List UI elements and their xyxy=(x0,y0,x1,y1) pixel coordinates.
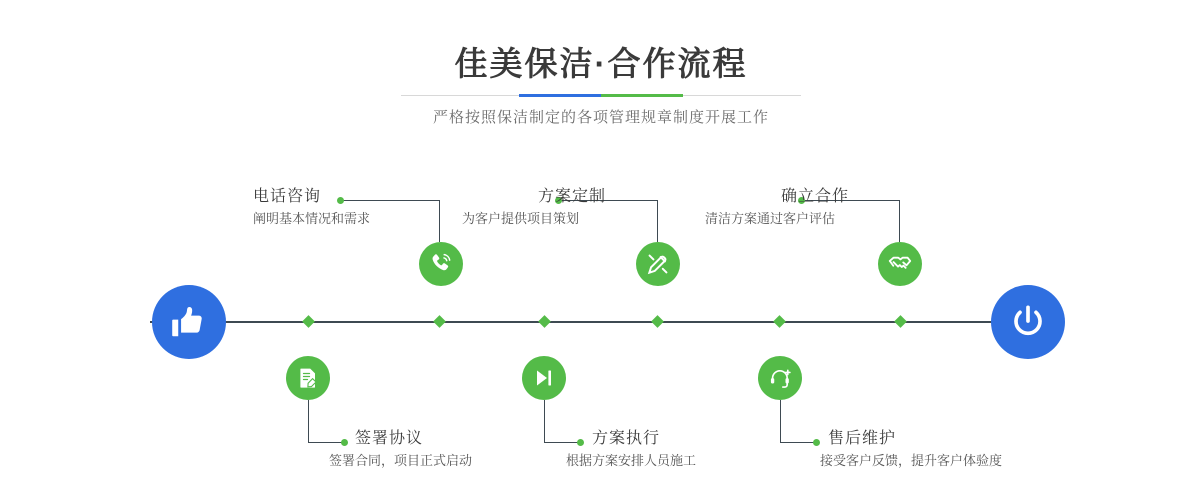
handshake-icon xyxy=(887,251,913,277)
page-title: 佳美保洁·合作流程 xyxy=(454,45,748,82)
step-desc: 根据方案安排人员施工 xyxy=(566,453,697,468)
connector-horizontal xyxy=(544,442,580,443)
connector-vertical xyxy=(308,400,309,442)
axis-node xyxy=(538,315,551,328)
step-icon-phone-call xyxy=(419,242,463,286)
pencil-ruler-icon xyxy=(645,251,671,277)
step-desc: 阐明基本情况和需求 xyxy=(253,211,371,226)
step-name: 电话咨询 xyxy=(253,188,322,205)
step-desc: 签署合同，项目正式启动 xyxy=(329,453,473,468)
step-label-5 xyxy=(705,186,849,230)
phone-call-icon xyxy=(428,251,454,277)
step-name: 方案定制 xyxy=(538,188,607,205)
step-desc: 接受客户反馈，提升客户体验度 xyxy=(820,453,1003,468)
connector-horizontal xyxy=(308,442,344,443)
axis-node xyxy=(433,315,446,328)
axis-node xyxy=(651,315,664,328)
connector-dot xyxy=(341,439,348,446)
step-label-1 xyxy=(253,186,370,230)
connector-vertical xyxy=(657,200,658,242)
step-icon-headset-support xyxy=(758,356,802,400)
connector-dot xyxy=(577,439,584,446)
step-name: 售后维护 xyxy=(828,430,897,447)
step-icon-document-edit xyxy=(286,356,330,400)
play-forward-icon xyxy=(532,366,556,390)
headset-support-icon xyxy=(768,366,793,391)
divider-accent-green xyxy=(601,94,683,97)
step-name: 签署协议 xyxy=(355,430,424,447)
connector-vertical xyxy=(899,200,900,242)
page-subtitle: 严格按照保洁制定的各项管理规章制度开展工作 xyxy=(432,109,769,126)
step-desc: 为客户提供项目策划 xyxy=(462,211,580,226)
step-icon-play-forward xyxy=(522,356,566,400)
step-name: 方案执行 xyxy=(592,430,661,447)
timeline-axis xyxy=(150,321,1050,323)
thumbs-up-icon xyxy=(170,303,208,341)
connector-vertical xyxy=(439,200,440,242)
axis-node xyxy=(773,315,786,328)
start-thumbs-up-badge xyxy=(152,285,226,359)
step-desc: 清洁方案通过客户评估 xyxy=(705,211,836,226)
divider-accent-blue xyxy=(519,94,601,97)
step-label-3 xyxy=(462,186,606,230)
power-icon xyxy=(1008,302,1048,342)
connector-vertical xyxy=(780,400,781,442)
connector-vertical xyxy=(544,400,545,442)
step-label-6 xyxy=(820,428,1003,472)
step-name: 确立合作 xyxy=(781,188,850,205)
step-icon-handshake xyxy=(878,242,922,286)
document-edit-icon xyxy=(296,366,320,390)
step-label-4 xyxy=(566,428,697,472)
title-divider xyxy=(401,94,801,97)
connector-horizontal xyxy=(780,442,816,443)
end-power-badge xyxy=(991,285,1065,359)
axis-node xyxy=(302,315,315,328)
connector-dot xyxy=(813,439,820,446)
axis-node xyxy=(894,315,907,328)
step-label-2 xyxy=(329,428,473,472)
step-icon-pencil-ruler xyxy=(636,242,680,286)
